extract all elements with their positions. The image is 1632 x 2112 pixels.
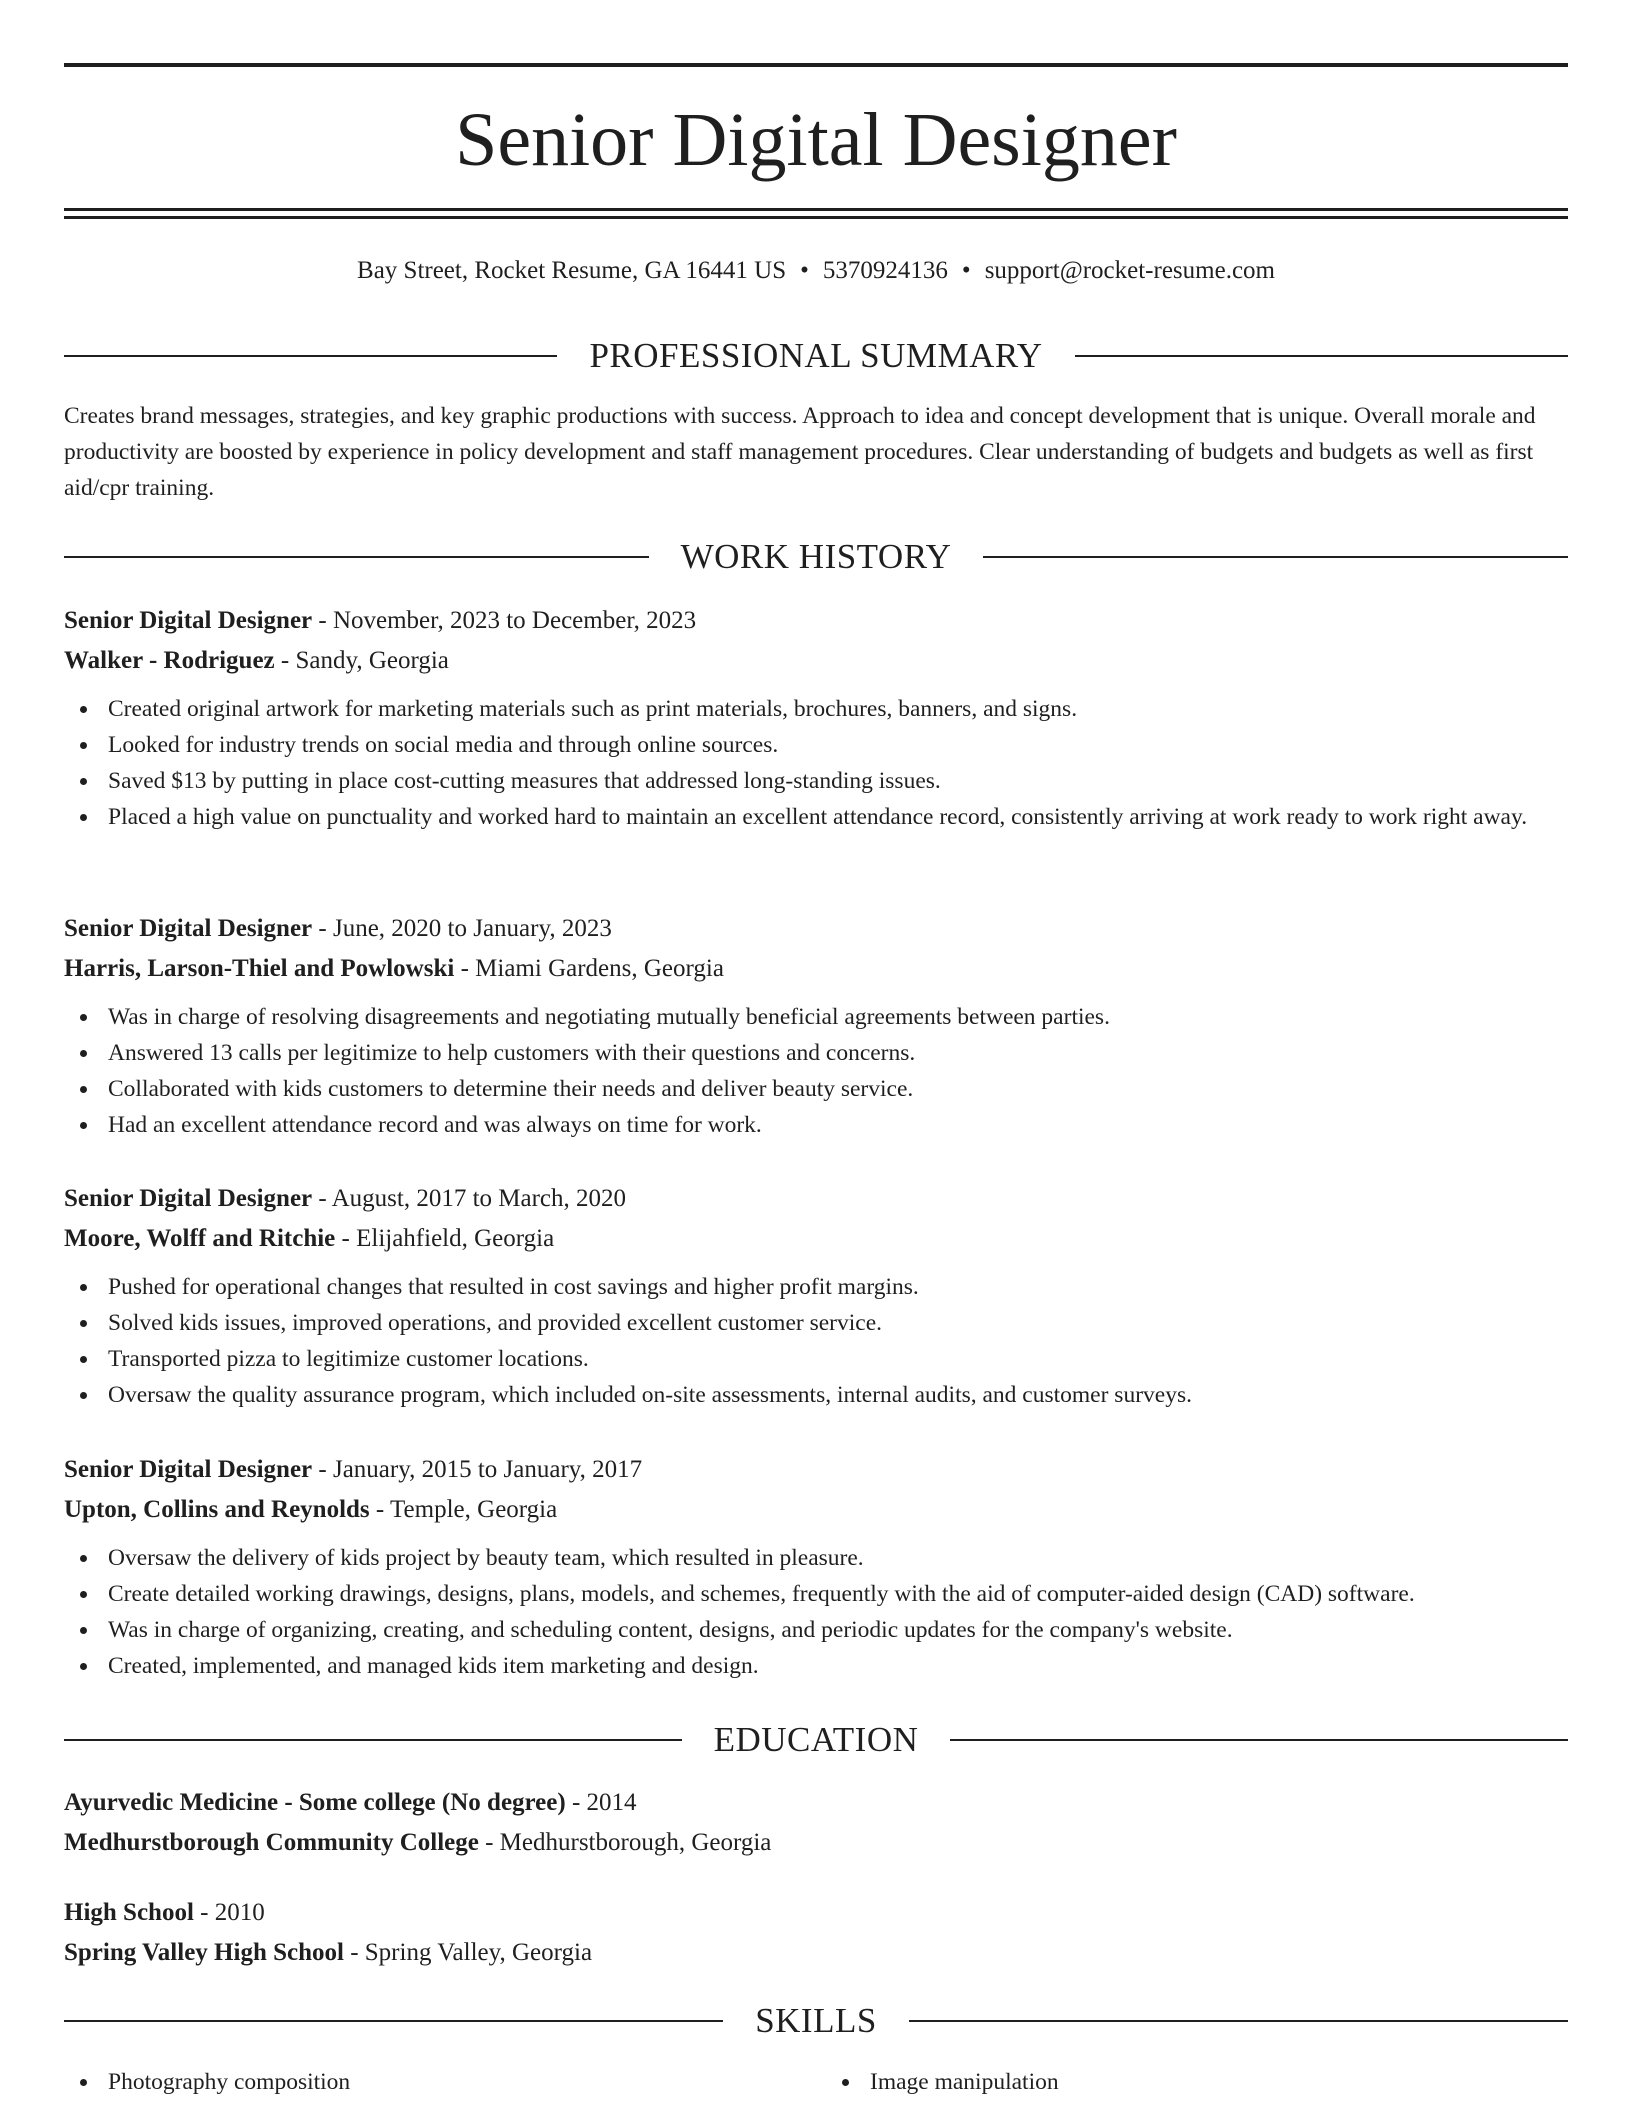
section-title: PROFESSIONAL SUMMARY [589, 336, 1043, 375]
list-item: Oversaw the delivery of kids project by beauty team, which resulted in pleasure. [64, 1540, 1568, 1576]
contact-email[interactable]: support@rocket-resume.com [984, 257, 1275, 284]
education-school: Spring Valley High School [64, 1939, 344, 1966]
job-company: Walker - Rodriguez [64, 647, 275, 674]
job-entry [64, 1450, 1568, 1684]
heading-rule [64, 1739, 682, 1741]
list-item: Transported pizza to legitimize customer locations. [64, 1341, 1568, 1377]
job-location: - Miami Gardens, Georgia [454, 955, 724, 982]
heading-rule [64, 355, 557, 357]
list-item: Collaborated with kids customers to determine their needs and deliver beauty service. [64, 1071, 1568, 1107]
job-company: Harris, Larson-Thiel and Powlowski [64, 955, 455, 982]
education-location: - Spring Valley, Georgia [343, 1939, 593, 1966]
contact-phone: 5370924136 [822, 257, 948, 284]
job-title: Senior Digital Designer [64, 1456, 313, 1483]
list-item: Pushed for operational changes that resulted in cost savings and higher profit margins. [64, 1269, 1568, 1305]
education-degree: High School [64, 1899, 194, 1926]
skill-item: Photography composition [64, 2064, 816, 2100]
list-item: Answered 13 calls per legitimize to help customers with their questions and concerns. [64, 1035, 1568, 1071]
heading-rule [983, 556, 1568, 558]
section-title: EDUCATION [713, 1720, 919, 1759]
education-year: - 2014 [565, 1789, 637, 1816]
list-item: Create detailed working drawings, designs, plans, models, and schemes, frequently with the aid of computer-aided design (CAD) software. [64, 1576, 1568, 1612]
job-entry [64, 601, 1568, 835]
contact-separator: • [800, 257, 809, 284]
section-heading-skills [64, 2001, 1568, 2041]
section-heading-education [64, 1720, 1568, 1760]
top-rule [64, 63, 1568, 67]
list-item: Looked for industry trends on social media and through online sources. [64, 727, 1568, 763]
skill-item: Image manipulation [826, 2064, 1568, 2100]
contact-address: Bay Street, Rocket Resume, GA 16441 US [357, 257, 787, 284]
education-location: - Medhurstborough, Georgia [478, 1829, 772, 1856]
list-item: Oversaw the quality assurance program, which included on-site assessments, internal audits, and customer surveys. [64, 1377, 1568, 1413]
list-item: Had an excellent attendance record and was always on time for work. [64, 1107, 1568, 1143]
job-location: - Temple, Georgia [369, 1496, 558, 1523]
list-item: Solved kids issues, improved operations, and provided excellent customer service. [64, 1305, 1568, 1341]
job-dates: - June, 2020 to January, 2023 [312, 915, 612, 942]
title-rule-lower [64, 216, 1568, 219]
job-title: Senior Digital Designer [64, 607, 313, 634]
list-item: Created, implemented, and managed kids item marketing and design. [64, 1648, 1568, 1684]
heading-rule [64, 556, 649, 558]
section-heading-work [64, 537, 1568, 577]
list-item: Placed a high value on punctuality and worked hard to maintain an excellent attendance record, consistently arriving at work ready to work right away. [64, 799, 1568, 835]
list-item: Was in charge of resolving disagreements and negotiating mutually beneficial agreements between parties. [64, 999, 1568, 1035]
contact-line [64, 254, 1568, 288]
job-location: - Elijahfield, Georgia [335, 1225, 555, 1252]
education-degree: Ayurvedic Medicine - Some college (No degree) [64, 1789, 566, 1816]
education-entry [64, 1893, 1568, 1973]
heading-rule [909, 2020, 1568, 2022]
title-rule-upper [64, 208, 1568, 211]
contact-separator: • [961, 257, 971, 284]
job-company: Moore, Wolff and Ritchie [64, 1225, 336, 1252]
list-item: Saved $13 by putting in place cost-cutting measures that addressed long-standing issues. [64, 763, 1568, 799]
heading-rule [1075, 355, 1568, 357]
summary-text: Creates brand messages, strategies, and key graphic productions with success. Approach to idea and concept development that is unique. Overall morale and productivity are boosted by experience in policy development and staff management procedures. Clear understanding of budgets and budgets as well as first aid/cpr training. [64, 403, 1536, 501]
job-title: Senior Digital Designer [64, 1185, 313, 1212]
job-dates: - November, 2023 to December, 2023 [312, 607, 697, 634]
education-school: Medhurstborough Community College [64, 1829, 479, 1856]
skills-column-left [64, 2064, 816, 2100]
education-year: - 2010 [193, 1899, 265, 1926]
job-title: Senior Digital Designer [64, 915, 313, 942]
section-title: SKILLS [755, 2001, 877, 2040]
job-company: Upton, Collins and Reynolds [64, 1496, 370, 1523]
job-bullets [64, 1540, 1568, 1684]
heading-rule [64, 2020, 723, 2022]
job-entry [64, 909, 1568, 1143]
section-title: WORK HISTORY [680, 537, 952, 576]
page-title: Senior Digital Designer [455, 98, 1177, 182]
job-dates: - January, 2015 to January, 2017 [312, 1456, 643, 1483]
skills-list [64, 2064, 1568, 2100]
education-entry [64, 1783, 1568, 1863]
heading-rule [950, 1739, 1568, 1741]
job-bullets [64, 999, 1568, 1143]
list-item: Created original artwork for marketing materials such as print materials, brochures, banners, and signs. [64, 691, 1568, 727]
section-heading-summary [64, 336, 1568, 376]
list-item: Was in charge of organizing, creating, and scheduling content, designs, and periodic updates for the company's website. [64, 1612, 1568, 1648]
skills-column-right [816, 2064, 1568, 2100]
job-bullets [64, 691, 1568, 835]
job-bullets [64, 1269, 1568, 1413]
job-entry [64, 1179, 1568, 1413]
job-location: - Sandy, Georgia [274, 647, 449, 674]
job-dates: - August, 2017 to March, 2020 [312, 1185, 627, 1212]
